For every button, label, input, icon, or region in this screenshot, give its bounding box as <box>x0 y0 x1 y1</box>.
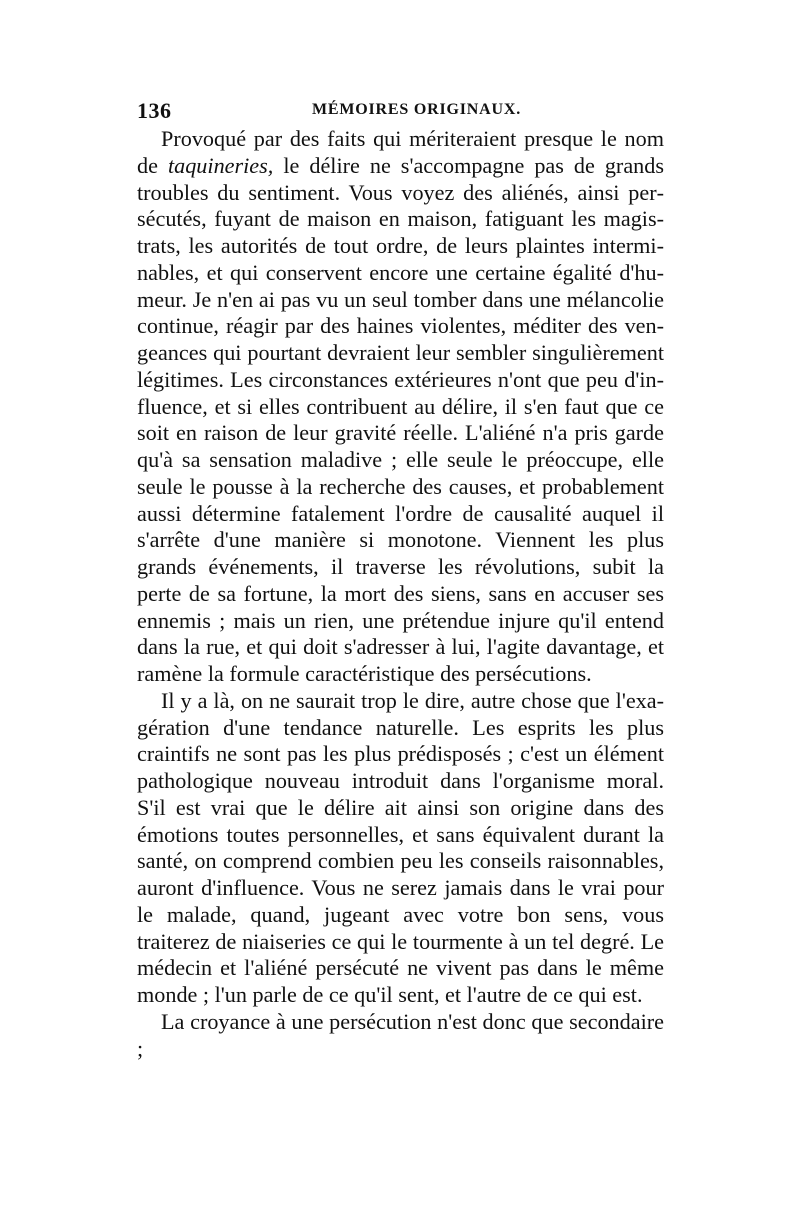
paragraph-3-text: La croyance à une persécution n'est donc que secondaire ; <box>137 1008 664 1061</box>
paragraph-3 <box>137 1009 664 1063</box>
body-text <box>137 126 664 1062</box>
running-head <box>137 98 662 126</box>
paragraph-2-text: Il y a là, on ne saurait trop le dire, autre chose que l'exagération d'une tendance naturelle. Les esprits les plus craintifs ne sont pas les plus prédisposés ; c'est un élément pathologique nouveau introduit dans l'organisme moral. S'il est vrai que le délire ait ainsi son origine dans des émotions toutes personnelles, et sans équivalent durant la santé, on comprend combien peu les conseils raisonnables, auront d'influence. Vous ne serez jamais dans le vrai pour le malade, quand, jugeant avec votre bon sens, vous traiterez de niaiseries ce qui le tourmente à un tel degré. Le médecin et l'aliéné persécuté ne vivent pas dans le même monde ; l'un parle de ce qu'il sent, et l'autre de ce qui est. <box>137 687 664 1007</box>
paragraph-1-italic: taquineries, <box>167 152 274 178</box>
running-title: MÉMOIRES ORIGINAUX. <box>312 101 521 118</box>
paragraph-2 <box>137 688 664 1009</box>
paragraph-1-text-end: le délire ne s'accompagne pas de grands troubles du sentiment. Vous voyez des aliénés, ainsi persécutés, fuyant de maison en maison, fatiguant les magistrats, les autorités de tout ordre, de leurs plaintes interminables, et qui conservent encore une certaine égalité d'humeur. Je n'en ai pas vu un seul tomber dans une mélancolie continue, réagir par des haines violentes, méditer des vengeances qui pourtant devraient leur sembler singulièrement légitimes. Les circonstances extérieures n'ont que peu d'influence, et si elles contribuent au délire, il s'en faut que ce soit en raison de leur gravité réelle. L'aliéné n'a pris garde qu'à sa sensation maladive ; elle seule le préoccupe, elle seule le pousse à la recherche des causes, et probablement aussi détermine fatalement l'ordre de causalité auquel il s'arrête d'une manière si monotone. Viennent les plus grands événements, il traverse les révolutions, subit la perte de sa fortune, la mort des siens, sans en accuser ses ennemis ; mais un rien, une prétendue injure qu'il entend dans la rue, et qui doit s'adresser à lui, l'agite davantage, et ramène la formule caractéristique des persécutions. <box>137 152 664 686</box>
page-number: 136 <box>137 98 172 123</box>
paragraph-1 <box>137 126 664 688</box>
paragraph-1-text-start: Provoqué par des faits qui mériteraient presque le nom de <box>137 126 664 178</box>
